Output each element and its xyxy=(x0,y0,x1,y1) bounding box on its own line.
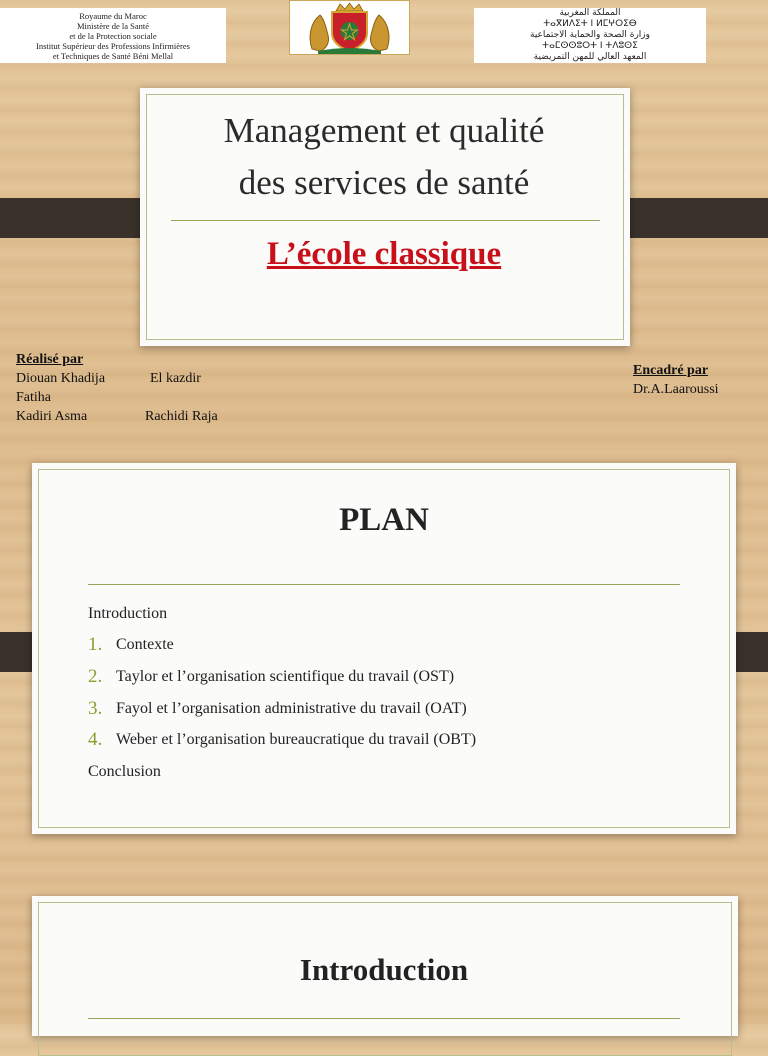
plan-title: PLAN xyxy=(339,502,429,538)
supervisor-name: Dr.A.Laaroussi xyxy=(633,382,719,397)
logo-line: et de la Protection sociale xyxy=(69,30,157,41)
authors-block xyxy=(16,350,276,426)
presentation-subtitle: L’école classique xyxy=(266,236,502,272)
author-name: Diouan Khadija xyxy=(16,371,106,386)
logo-line: المعهد العالي للمهن التمريضية xyxy=(533,52,647,62)
plan-item-text: Contexte xyxy=(116,636,174,654)
logo-line: ⵜⴰⵎⵙⵙⵓⵔⵜ ⵏ ⵜⴷⵓⵙⵉ xyxy=(542,41,638,51)
logo-line: وزارة الصحة والحماية الاجتماعية xyxy=(530,30,650,40)
author-name: Rachidi Raja xyxy=(145,409,218,424)
logo-line: Royaume du Maroc xyxy=(79,10,147,21)
moroccan-coat-of-arms-icon xyxy=(289,0,410,55)
institution-logo-french xyxy=(0,8,226,63)
title-line: Management et qualité xyxy=(223,111,545,150)
plan-item xyxy=(88,724,476,756)
realise-par-label: Réalisé par xyxy=(16,352,84,367)
title-divider xyxy=(171,220,600,221)
plan-item xyxy=(88,630,476,662)
plan-item-text: Weber et l’organisation bureaucratique du travail (OBT) xyxy=(116,731,477,749)
supervisor-block xyxy=(633,361,763,399)
institution-logo-arabic xyxy=(474,8,706,63)
plan-intro xyxy=(88,598,476,630)
presentation-title xyxy=(0,112,768,202)
plan-item-text: Taylor et l’organisation scientifique du travail (OST) xyxy=(116,667,455,685)
logo-line: et Techniques de Santé Béni Mellal xyxy=(52,50,174,61)
logo-line: Ministère de la Santé xyxy=(77,20,149,31)
plan-item-number: 2. xyxy=(88,665,103,687)
plan-item xyxy=(88,661,476,693)
author-name: Fatiha xyxy=(16,390,51,405)
intro-title: Introduction xyxy=(299,952,469,987)
plan-conclusion xyxy=(88,756,476,788)
decor-bar-right-top xyxy=(613,198,768,238)
plan-item xyxy=(88,693,476,725)
plan-item-number: 3. xyxy=(88,697,103,719)
author-name: El kazdir xyxy=(150,371,201,386)
plan-item-text: Fayol et l’organisation administrative du travail (OAT) xyxy=(116,699,467,717)
logo-line: ⵜⴰⴳⵍⴷⵉⵜ ⵏ ⵍⵎⵖⵔⵉⴱ xyxy=(543,19,637,29)
logo-line: المملكة المغربية xyxy=(559,8,621,18)
decor-bar-left-top xyxy=(0,198,155,238)
plan-intro-text: Introduction xyxy=(88,604,168,622)
plan-item-number: 4. xyxy=(88,729,103,751)
plan-item-number: 1. xyxy=(88,634,103,656)
plan-list xyxy=(88,598,476,788)
plan-conclusion-text: Conclusion xyxy=(88,762,161,780)
encadre-par-label: Encadré par xyxy=(633,363,709,378)
author-name: Kadiri Asma xyxy=(16,409,88,424)
intro-divider xyxy=(88,1018,680,1019)
plan-divider xyxy=(88,584,680,585)
title-line: des services de santé xyxy=(238,163,530,202)
logo-line: Institut Supérieur des Professions Infirmières xyxy=(36,40,190,51)
